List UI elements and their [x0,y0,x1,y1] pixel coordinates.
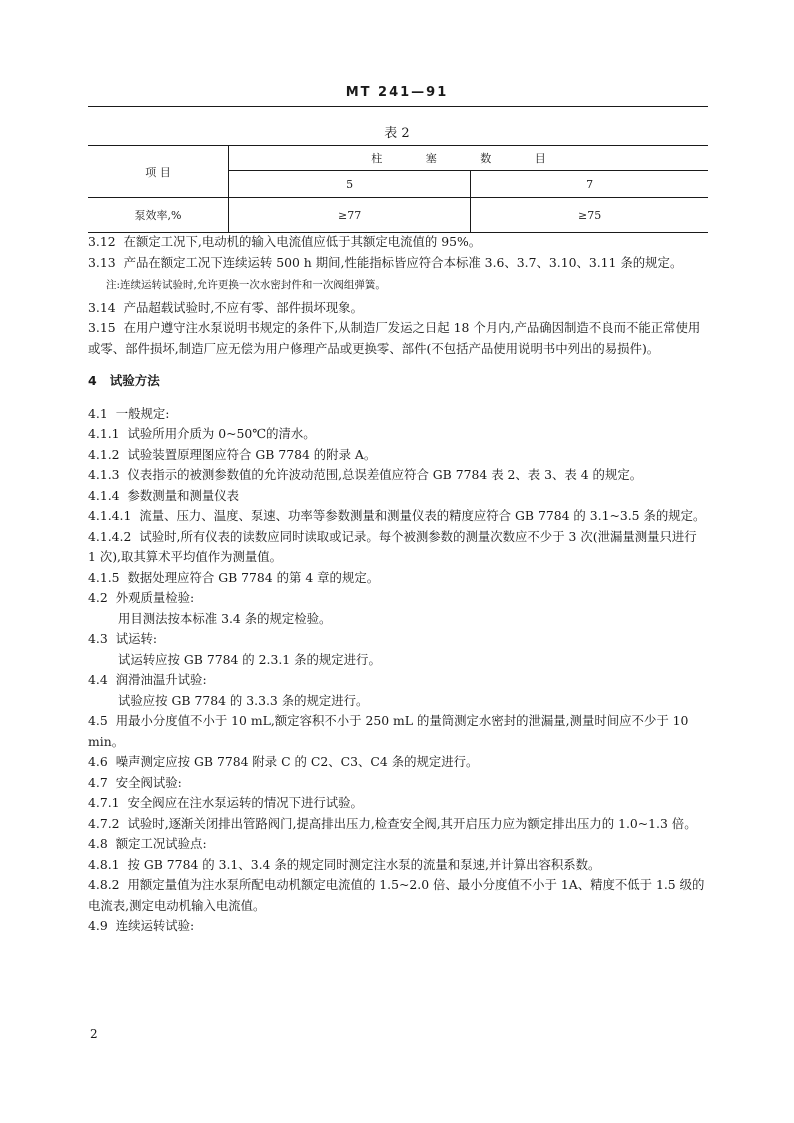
clause-number: 4.1.4.2 [88,528,132,544]
clause-number: 3.13 [88,254,116,270]
clause-number: 4.6 [88,754,108,769]
clause-text: 试运转: [115,631,158,646]
clause-number: 3.12 [88,234,116,249]
clause [88,404,708,425]
row-value-7: ≥75 [471,198,708,233]
clause-text: 试验时,逐渐关闭排出管路阀门,提高排出压力,检查安全阀,其开启压力应为额定排出压力的 1.0~1.3 倍。 [127,815,697,831]
clause-number: 3.15 [88,320,116,335]
note: 注:连续运转试验时,允许更换一次水密封件和一次阀组弹簧。 [106,279,386,291]
clause-text: 用额定量值为注水泵所配电动机额定电流值的 1.5~2.0 倍、最小分度值不小于 1A、精度不低于 1.5 级的电流表,测定电动机输入电流值。 [88,877,705,913]
clause-number: 4.1.4.1 [88,508,132,523]
clause-text: 按 GB 7784 的 3.1、3.4 条的规定同时测定注水泵的流量和泵速,并计算出容积系数。 [127,856,601,872]
clause-number: 4.8.2 [88,877,120,892]
clause [88,875,708,916]
clause-number: 4.4 [88,672,108,687]
clause [88,834,708,855]
clause-text: 用目测法按本标准 3.4 条的规定检验。 [118,610,332,626]
clause-text: 试验应按 GB 7784 的 3.3.3 条的规定进行。 [118,692,369,708]
clause-number: 4.8.1 [88,856,120,872]
clause-number: 4.2 [88,590,108,605]
clause [88,814,708,835]
clause-number: 4.1.4 [88,487,120,503]
clause [88,465,708,486]
clause [88,711,708,752]
clause-text: 一般规定: [115,405,170,421]
clause [88,527,708,568]
col-header-group: 柱 塞 数 目 [229,146,709,171]
clause-number: 4.1.5 [88,569,120,585]
clause-number: 4.8 [88,836,108,851]
clause [88,424,708,445]
clause-number: 4.3 [88,631,108,646]
clause-text: 试验装置原理图应符合 GB 7784 的附录 A。 [127,446,377,462]
clause [88,629,708,650]
clause [88,691,708,712]
clause [88,650,708,671]
clause-number: 4.9 [88,918,108,933]
clause [88,588,708,609]
clause [88,773,708,794]
clause-text: 安全阀试验: [115,774,182,790]
clause-text: 安全阀应在注水泵运转的情况下进行试验。 [127,795,363,810]
sub-col-7: 7 [471,171,708,198]
clause-text: 仪表指示的被测参数值的允许波动范围,总误差值应符合 GB 7784 表 2、表 3、表 4 的规定。 [127,467,643,482]
section-title: 试验方法 [109,373,160,388]
clause [88,445,708,466]
header-rule [88,106,708,107]
clause-text: 外观质量检验: [115,590,195,605]
section-number: 4 [88,373,97,388]
clause-text: 用最小分度值不小于 10 mL,额定容积不小于 250 mL 的量筒测定水密封的泄漏量,测量时间应不少于 10 min。 [88,713,689,749]
table-caption: 表 2 [384,126,410,141]
clause-text: 试验时,所有仪表的读数应同时读取或记录。每个被测参数的测量次数应不少于 3 次(泄漏量测量只进行 1 次),取其算术平均值作为测量值。 [88,528,697,564]
clause-number: 4.7.2 [88,815,120,831]
clause-number: 4.5 [88,713,108,728]
clause-text: 参数测量和测量仪表 [127,487,240,503]
section-heading [88,371,708,392]
clause [88,506,708,527]
clause-text: 连续运转试验: [115,918,195,933]
row-value-5: ≥77 [229,198,471,233]
clause [88,793,708,814]
clause [88,609,708,630]
clause [88,232,708,253]
clause-number: 3.14 [88,299,116,315]
page-number: 2 [90,1027,98,1041]
clause-text: 在用户遵守注水泵说明书规定的条件下,从制造厂发运之日起 18 个月内,产品确因制造不良而不能正常使用或零、部件损坏,制造厂应无偿为用户修理产品或更换零、部件(不包括产品使用说明书中列出的易损件)。 [88,320,701,356]
row-label: 泵效率,% [88,198,229,233]
pump-efficiency-table [88,145,708,233]
clause-text: 产品在额定工况下连续运转 500 h 期间,性能指标皆应符合本标准 3.6、3.7、3.10、3.11 条的规定。 [123,254,683,270]
clause-text: 产品超载试验时,不应有零、部件损坏现象。 [123,299,363,315]
clause [88,318,708,359]
document-body [88,232,708,937]
clause-number: 4.7 [88,774,108,790]
clause-text: 润滑油温升试验: [115,672,207,687]
clause-number: 4.1.2 [88,446,120,462]
sub-col-5: 5 [229,171,471,198]
clause [88,253,708,274]
clause-number: 4.1.3 [88,467,120,482]
clause-text: 试运转应按 GB 7784 的 2.3.1 条的规定进行。 [118,651,381,667]
clause [88,855,708,876]
clause [88,916,708,937]
clause-text: 额定工况试验点: [115,836,207,851]
clause-text: 在额定工况下,电动机的输入电流值应低于其额定电流值的 95%。 [123,234,482,249]
clause-number: 4.1 [88,405,108,421]
clause-text: 噪声测定应按 GB 7784 附录 C 的 C2、C3、C4 条的规定进行。 [115,754,479,769]
clause-text: 流量、压力、温度、泵速、功率等参数测量和测量仪表的精度应符合 GB 7784 的 3.1~3.5 条的规定。 [139,508,706,523]
clause [88,752,708,773]
clause-text: 试验所用介质为 0~50℃的清水。 [127,426,316,441]
clause [88,568,708,589]
clause [88,298,708,319]
clause-number: 4.1.1 [88,426,120,441]
col-header-item: 项 目 [88,146,229,198]
clause-number: 4.7.1 [88,795,120,810]
clause [88,486,708,507]
clause [88,670,708,691]
clause-text: 数据处理应符合 GB 7784 的第 4 章的规定。 [127,569,380,585]
standard-header: MT 241—91 [345,85,449,100]
